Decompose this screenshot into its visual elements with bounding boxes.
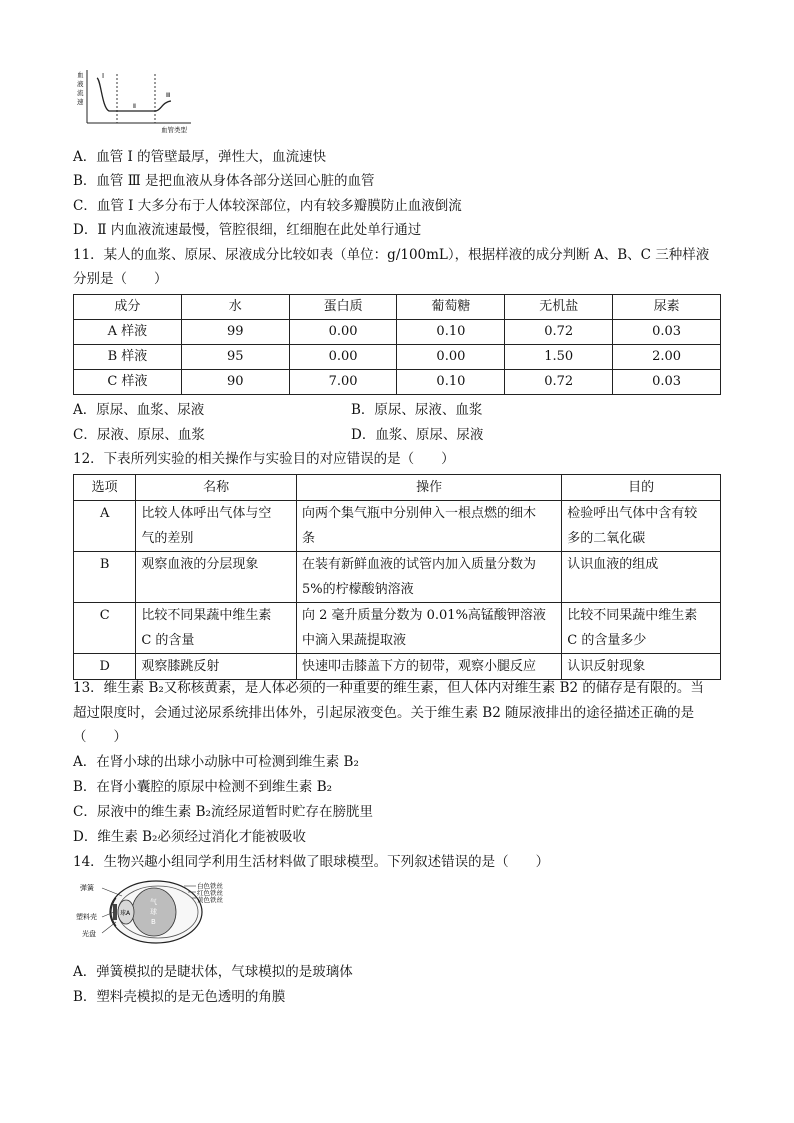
table-cell [562, 501, 721, 552]
table-cell: 95 [181, 345, 289, 370]
cell-line: 向 2 毫升质量分数为 0.01%高锰酸钾溶液 [301, 608, 546, 623]
table-cell: 2.00 [613, 345, 721, 370]
q14-option-b: B．塑料壳模拟的是无色透明的角膜 [73, 989, 286, 1005]
fig1-label-2: Ⅱ [133, 103, 136, 110]
q10-option-c: C．血管 Ⅰ 大多分布于人体较深部位，内有较多瓣膜防止血液倒流 [73, 198, 462, 214]
table-cell [296, 603, 561, 654]
table-cell: 认识反射现象 [562, 654, 721, 680]
q13-stem-line1: 13．维生素 B₂又称核黄素，是人体必须的一种重要的维生素，但人体内对维生素 B2 的储存是有限的。当 [73, 680, 704, 696]
table-cell: D [74, 654, 136, 680]
q11-option-b: B．原尿、尿液、血浆 [351, 402, 483, 418]
table-cell: 7.00 [289, 370, 397, 395]
table-cell: 0.03 [613, 320, 721, 345]
table-cell: 0.10 [397, 320, 505, 345]
q10-option-d: D．Ⅱ 内血液流速最慢，管腔很细，红细胞在此处单行通过 [73, 222, 422, 238]
table-cell [296, 552, 561, 603]
table-cell [136, 501, 297, 552]
cell-line: 气的差别 [141, 531, 194, 546]
q11-table-header [74, 295, 721, 320]
table-cell: B [74, 552, 136, 603]
label-red-wire: 红色铁丝 [197, 889, 223, 897]
table-cell: 1.50 [505, 345, 613, 370]
label-ball-a: 球A [120, 910, 131, 917]
table-cell: 0.72 [505, 370, 613, 395]
q11-header-cell: 成分 [74, 295, 182, 320]
q11-header-cell: 尿素 [613, 295, 721, 320]
label-plastic: 塑料壳 [76, 913, 97, 921]
q14-stem: 14．生物兴趣小组同学利用生活材料做了眼球模型。下列叙述错误的是（ ） [73, 854, 550, 870]
fig1-label-1: Ⅰ [102, 72, 105, 80]
table-cell: 0.03 [613, 370, 721, 395]
table-cell [562, 552, 721, 603]
q11-header-cell: 葡萄糖 [397, 295, 505, 320]
cell-line: C 的含量多少 [567, 633, 647, 648]
table-cell: 0.10 [397, 370, 505, 395]
fig1-ylabel-2: 液 [77, 80, 84, 88]
q13-stem-line3: （ ） [73, 729, 127, 745]
q12-header-cell: 名称 [136, 475, 297, 501]
fig1-label-3: Ⅲ [166, 92, 171, 99]
cell-line: 多的二氧化碳 [567, 531, 646, 546]
cell-line: 观察血液的分层现象 [141, 557, 259, 572]
cell-line: 比较不同果蔬中维生素 [141, 608, 272, 623]
label-yellow-wire: 黄色铁丝 [197, 896, 223, 904]
table-cell: 90 [181, 370, 289, 395]
table-cell: C 样液 [74, 370, 182, 395]
table-cell: A 样液 [74, 320, 182, 345]
q12-header-cell: 操作 [296, 475, 561, 501]
cell-line: 检验呼出气体中含有较 [567, 506, 698, 521]
eye-model-figure [76, 878, 226, 948]
fig1-ylabel-1: 血 [77, 71, 84, 79]
table-row [74, 320, 721, 345]
q10-option-a: A．血管 Ⅰ 的管壁最厚，弹性大，血流速快 [73, 149, 327, 165]
q11-header-cell: 无机盐 [505, 295, 613, 320]
label-balloon-b-3: B [151, 918, 156, 926]
q13-option-a: A．在肾小球的出球小动脉中可检测到维生素 B₂ [73, 754, 359, 770]
label-white-wire: 白色铁丝 [197, 882, 223, 890]
table-row [74, 370, 721, 395]
cell-line: 5%的柠檬酸钠溶液 [301, 582, 414, 597]
q12-table-header [74, 475, 721, 501]
table-cell: 0.00 [397, 345, 505, 370]
q11-stem-line1: 11．某人的血浆、原尿、尿液成分比较如表（单位：g/100mL），根据样液的成分判断 A、B、C 三种样液 [73, 247, 710, 263]
cell-line: 比较人体呼出气体与空 [141, 506, 272, 521]
table-cell: A [74, 501, 136, 552]
q12-header-cell: 目的 [562, 475, 721, 501]
cell-line: 在装有新鲜血液的试管内加入质量分数为 [301, 557, 536, 572]
table-cell: 0.00 [289, 320, 397, 345]
q14-option-a: A．弹簧模拟的是睫状体，气球模拟的是玻璃体 [73, 964, 353, 980]
cell-line: 中滴入果蔬提取液 [301, 633, 406, 648]
blood-flow-figure [75, 68, 195, 134]
table-cell: 0.00 [289, 345, 397, 370]
cell-line: 认识血液的组成 [567, 557, 659, 572]
q11-header-cell: 水 [181, 295, 289, 320]
table-cell [136, 552, 297, 603]
q13-option-b: B．在肾小囊腔的原尿中检测不到维生素 B₂ [73, 779, 333, 795]
q12-header-cell: 选项 [74, 475, 136, 501]
q13-option-c: C．尿液中的维生素 B₂流经尿道暂时贮存在膀胱里 [73, 804, 373, 820]
q13-option-d: D．维生素 B₂必须经过消化才能被吸收 [73, 829, 306, 845]
table-row [74, 501, 721, 552]
table-cell: B 样液 [74, 345, 182, 370]
label-spring: 弹簧 [80, 884, 94, 892]
label-balloon-b-2: 球 [150, 908, 157, 916]
cell-line: 比较不同果蔬中维生素 [567, 608, 698, 623]
fig1-ylabel-3: 流 [77, 89, 84, 97]
label-disc: 光盘 [82, 930, 96, 938]
table-cell: 99 [181, 320, 289, 345]
table-cell: 观察膝跳反射 [136, 654, 297, 680]
q11-option-d: D．血浆、原尿、尿液 [351, 427, 484, 443]
cell-line: 向两个集气瓶中分别伸入一根点燃的细木 [301, 506, 536, 521]
table-row [74, 345, 721, 370]
q11-stem-line2: 分别是（ ） [73, 271, 168, 287]
q12-stem: 12．下表所列实验的相关操作与实验目的对应错误的是（ ） [73, 451, 455, 467]
table-cell [562, 603, 721, 654]
table-row [74, 654, 721, 680]
fig1-ylabel-4: 速 [77, 98, 84, 106]
q12-table [73, 474, 721, 680]
table-cell: 0.72 [505, 320, 613, 345]
q10-option-b: B．血管 Ⅲ 是把血液从身体各部分送回心脏的血管 [73, 173, 375, 189]
q11-option-c: C．尿液、原尿、血浆 [73, 427, 205, 443]
table-cell: C [74, 603, 136, 654]
cell-line: C 的含量 [141, 633, 195, 648]
fig1-xlabel: 血管类型 [161, 126, 187, 134]
table-row [74, 603, 721, 654]
table-cell: 快速叩击膝盖下方的韧带，观察小腿反应 [296, 654, 561, 680]
q11-table [73, 294, 721, 395]
table-cell [296, 501, 561, 552]
q11-header-cell: 蛋白质 [289, 295, 397, 320]
label-balloon-b-1: 气 [150, 898, 157, 906]
q13-stem-line2: 超过限度时，会通过泌尿系统排出体外，引起尿液变色。关于维生素 B2 随尿液排出的途径描述正确的是 [73, 705, 695, 721]
table-cell [136, 603, 297, 654]
cell-line: 条 [301, 531, 315, 546]
table-row [74, 552, 721, 603]
q11-option-a: A．原尿、血浆、尿液 [73, 402, 205, 418]
